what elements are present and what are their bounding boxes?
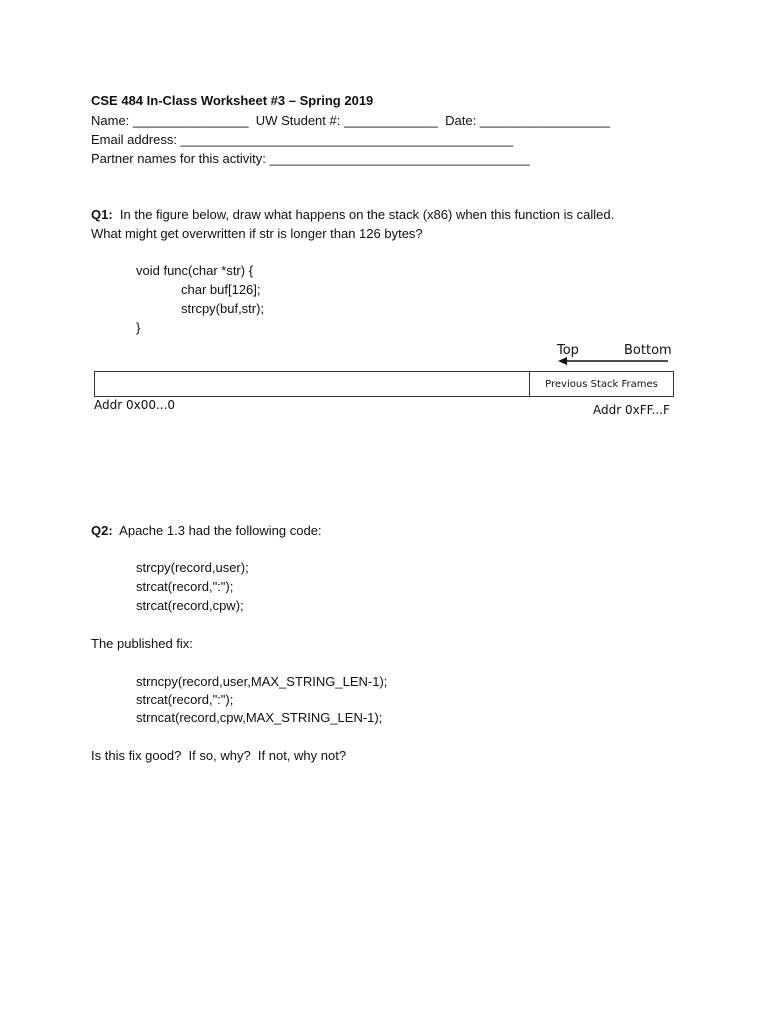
top-label: Top: [557, 343, 579, 358]
code-line: char buf[126];: [181, 282, 261, 297]
q2-prompt: [91, 523, 322, 539]
addr-high-label: Addr 0xFF...F: [593, 403, 670, 417]
partner-line: Partner names for this activity: ____________________________________: [91, 151, 530, 166]
bottom-label: Bottom: [624, 343, 672, 358]
worksheet-title: CSE 484 In-Class Worksheet #3 – Spring 2019: [91, 93, 374, 108]
q1-text-line2: What might get overwritten if str is longer than 126 bytes?: [91, 226, 423, 241]
code-line: strcat(record,":");: [136, 692, 234, 707]
code-line: strncpy(record,user,MAX_STRING_LEN-1);: [136, 674, 388, 689]
code-line: }: [136, 320, 141, 335]
email-line: Email address: ______________________________________________: [91, 132, 514, 147]
q2-label: Q2:: [91, 523, 113, 538]
stack-diagram: [94, 371, 674, 397]
code-line: void func(char *str) {: [136, 263, 254, 278]
q1-text: In the figure below, draw what happens on the stack (x86) when this function is called.: [112, 207, 615, 222]
q2-question: Is this fix good? If so, why? If not, why not?: [91, 748, 347, 763]
code-line: strcat(record,":");: [136, 579, 234, 594]
q1-label: Q1:: [91, 207, 113, 222]
fix-intro: The published fix:: [91, 636, 193, 651]
code-line: strcpy(record,user);: [136, 560, 249, 575]
q1-prompt: [91, 207, 614, 223]
addr-low-label: Addr 0x00...0: [94, 398, 176, 412]
previous-stack-frames-label: Previous Stack Frames: [545, 378, 658, 390]
q2-text: Apache 1.3 had the following code:: [112, 523, 322, 538]
arrow-left-icon: [558, 356, 670, 366]
code-line: strncat(record,cpw,MAX_STRING_LEN-1);: [136, 710, 383, 725]
name-line: Name: ________________ UW Student #: _____________ Date: __________________: [91, 113, 610, 128]
code-line: strcpy(buf,str);: [181, 301, 265, 316]
code-line: strcat(record,cpw);: [136, 598, 244, 613]
